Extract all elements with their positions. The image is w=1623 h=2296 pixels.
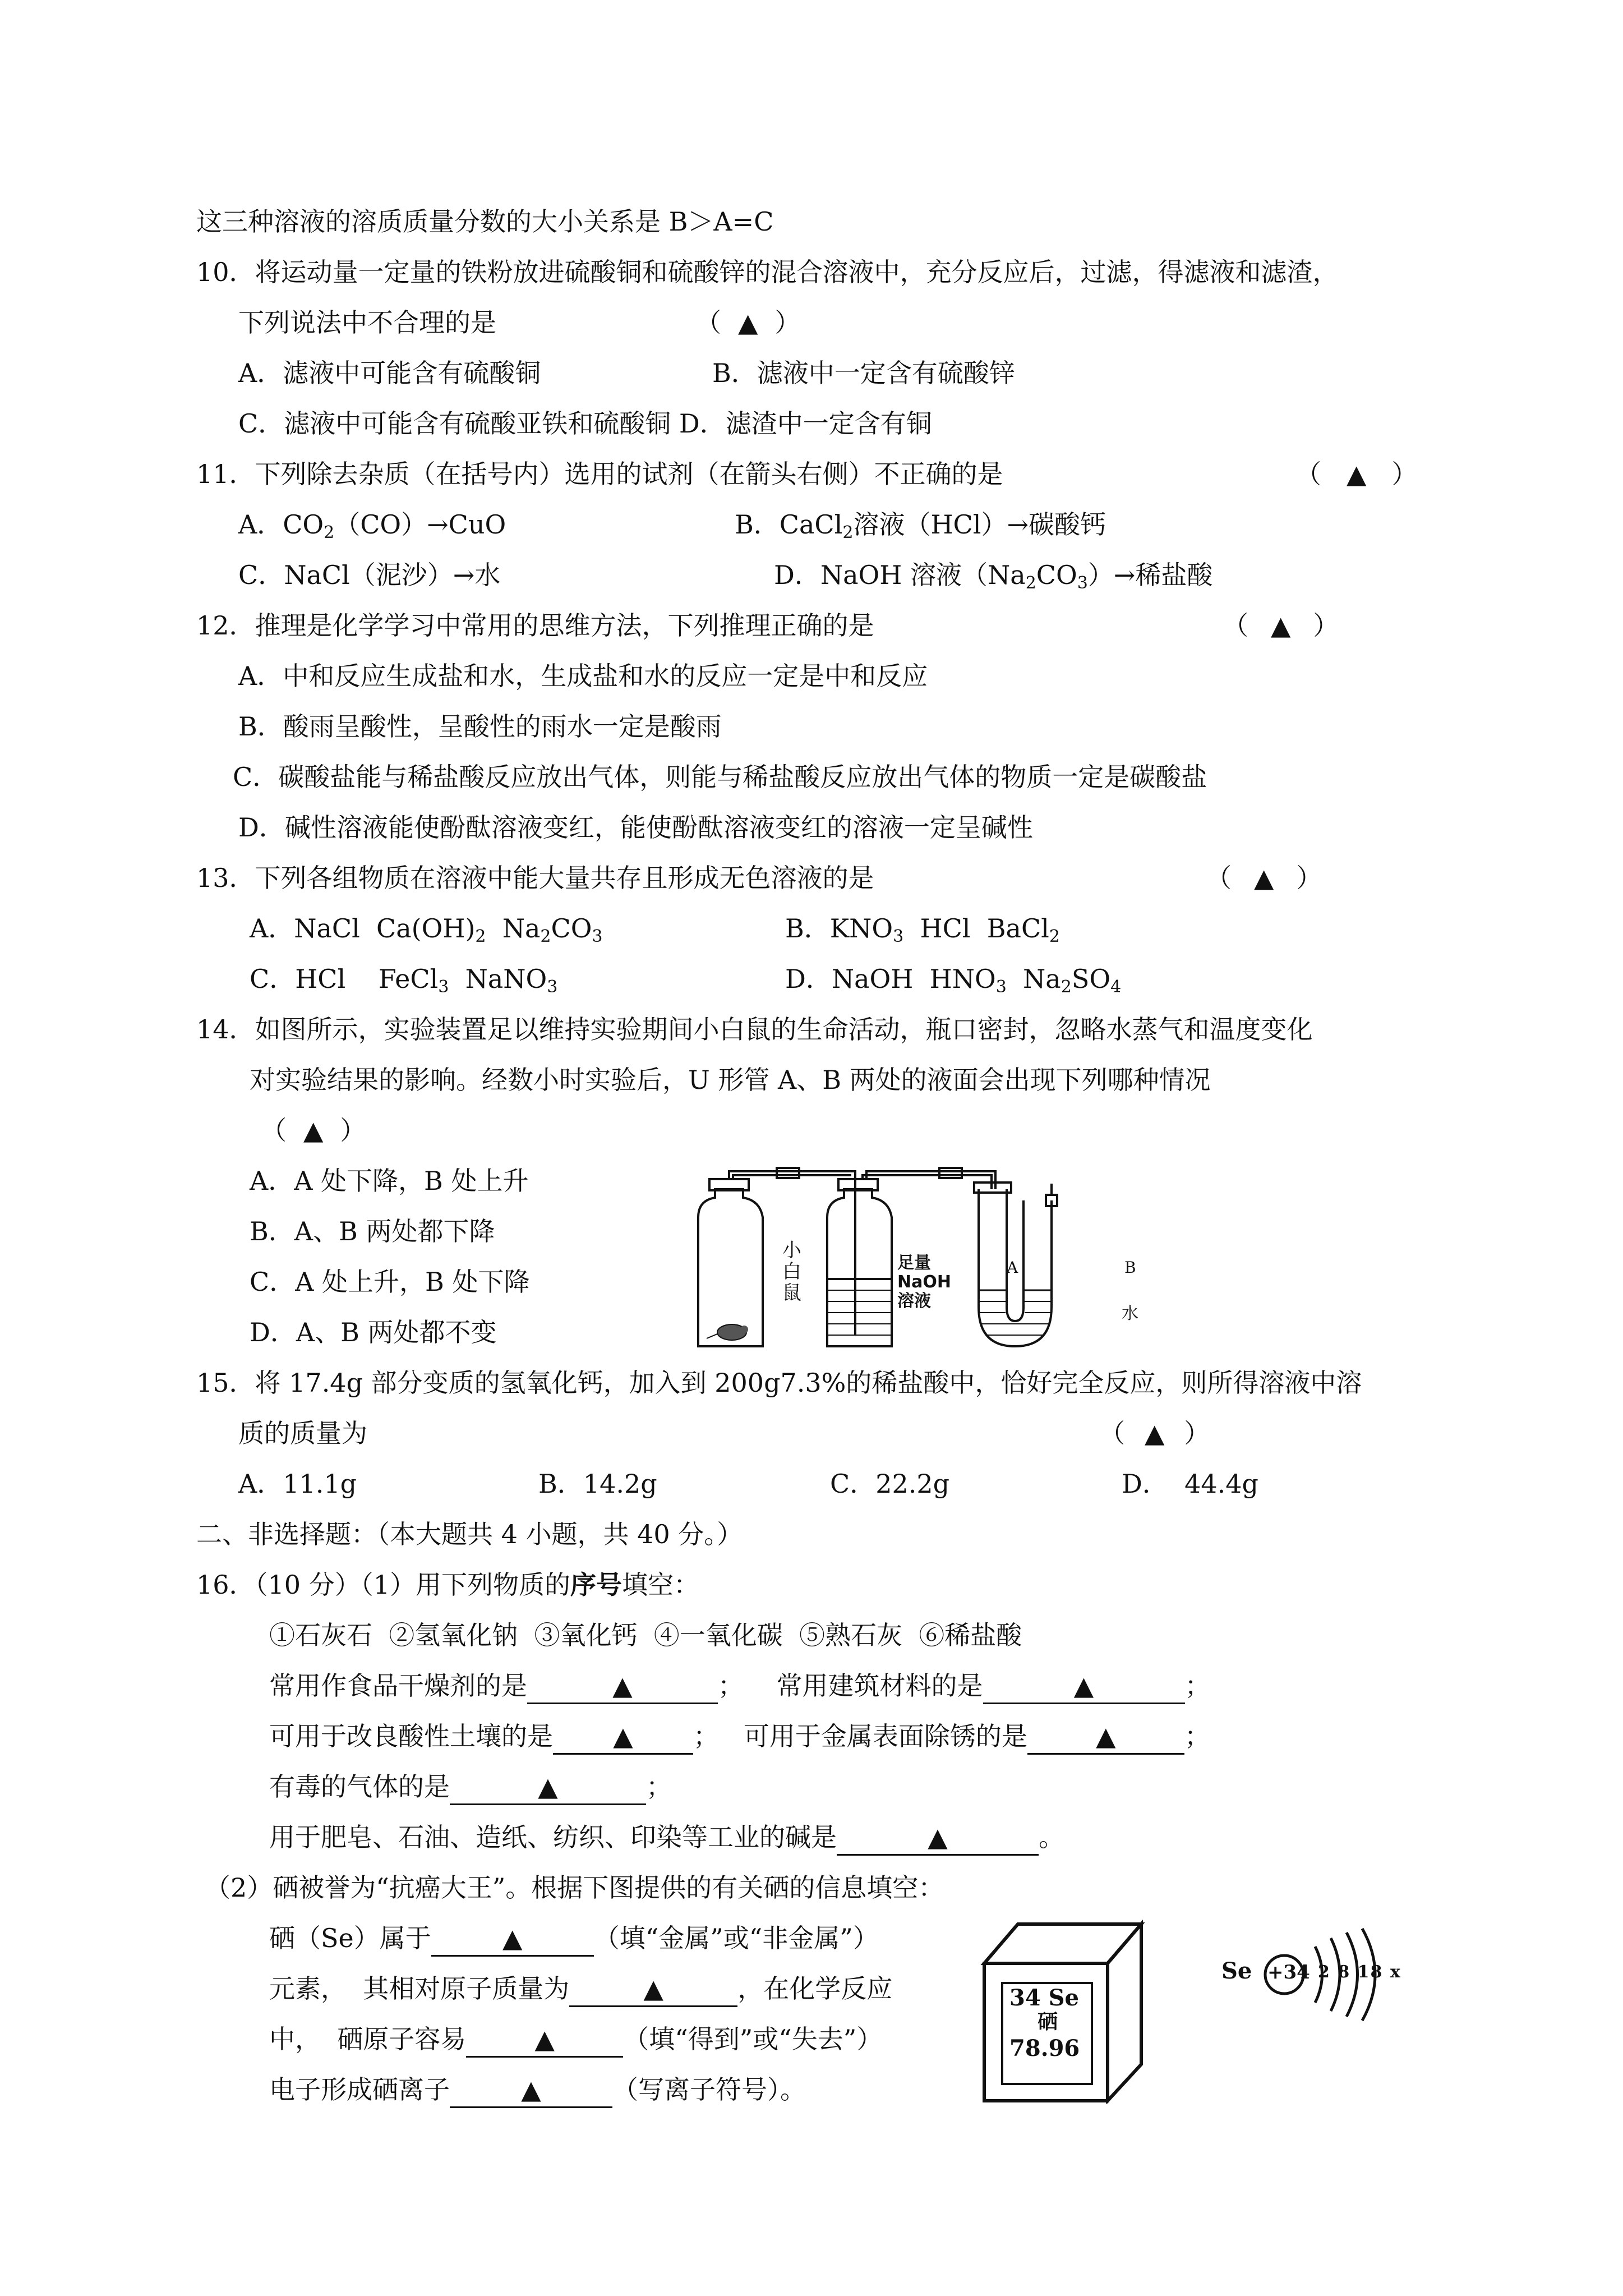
q11d-text: ）→稀盐酸 [1087,560,1213,590]
se-shells: 2 8 18 x [1318,1962,1401,1982]
subscript: 2 [475,927,486,946]
paren-close: ） [1313,610,1339,641]
q16-text: 填空： [621,1570,699,1600]
q13d-text: SO [1071,964,1111,994]
q16-text: 用于肥皂、石油、造纸、纺织、印染等工业的碱是 [269,1822,837,1852]
subscript: 3 [1077,573,1088,593]
question-10-cont [238,306,496,339]
label-mouse-char: 鼠 [782,1282,801,1304]
answer-triangle: ▲ [1254,863,1274,893]
label-water: 水 [1122,1304,1138,1323]
q13b-text: B．KNO [785,913,893,944]
se-atomic-number: 34 [1009,1985,1041,2011]
se-atom-symbol: Se [1221,1958,1252,1984]
answer-blank[interactable]: ▲ [1027,1719,1184,1755]
answer-blank[interactable]: ▲ [837,1820,1039,1856]
option-13a [250,912,603,945]
answer-triangle: ▲ [1347,459,1367,489]
answer-triangle: ▲ [738,307,758,338]
answer-blank[interactable]: ▲ [450,1770,646,1805]
q13c-text: NaNO [449,964,547,994]
answer-paren [1099,1416,1210,1450]
answer-paren [1206,861,1322,895]
option-10c-d: C．滤液中可能含有硫酸亚铁和硫酸铜 D．滤渣中一定含有铜 [238,408,932,439]
subscript: 2 [842,523,854,542]
question-15-cont: 质的质量为 [238,1418,367,1448]
paren-close: ） [774,307,801,338]
answer-paren [1295,457,1417,491]
q16-text: 可用于改良酸性土壤的是 [269,1721,553,1751]
answer-paren [695,306,800,339]
answer-blank[interactable]: ▲ [466,2022,623,2058]
se-text: （填“得到”或“失去”） [623,2024,883,2054]
paren-open: （ [695,307,721,338]
q16-line-4 [269,1820,1064,1856]
label-b: B [1124,1258,1136,1277]
paren-close: ） [1296,863,1322,893]
se-text: 电子形成硒离子 [269,2074,450,2105]
answer-blank[interactable]: ▲ [553,1719,693,1755]
q16-text: 有毒的气体的是 [269,1772,450,1802]
option-11a [238,508,506,541]
label-mouse-char: 小 [782,1239,801,1262]
option-14a: A．A 处下降，B 处上升 [250,1166,529,1196]
se-text: （写离子符号）。 [612,2074,806,2105]
q11a-text: （CO）→CuO [334,509,506,540]
se-text: 硒（Se）属于 [269,1923,431,1953]
subscript: 2 [324,523,335,542]
q10-stem: 下列说法中不合理的是 [238,307,496,338]
se-card-number-symbol [1009,1986,1079,2010]
q16-text: 16．（10 分）（1）用下列物质的 [196,1570,570,1600]
paren-open: （ [1206,863,1232,893]
option-11c: C．NaCl（泥沙）→水 [238,560,501,590]
q16-text: ； [646,1772,672,1802]
subscript: 3 [592,927,603,946]
paren-open: （ [261,1115,287,1145]
option-14b: B．A、B 两处都下降 [250,1216,495,1246]
paren-close: ） [340,1115,366,1145]
option-12d: D．碱性溶液能使酚酞溶液变红，能使酚酞溶液变红的溶液一定呈碱性 [238,812,1033,843]
q11d-text: CO [1036,560,1077,590]
subscript: 4 [1110,977,1122,997]
se-name: 硒 [1038,2010,1058,2033]
q11a-text: A．CO [238,509,324,540]
answer-paren [1223,609,1339,642]
paren-close: ） [1184,1418,1210,1448]
label-mouse-char: 白 [782,1260,801,1283]
q16-text: ； 可用于金属表面除锈的是 [693,1721,1027,1751]
label-naoh-line: 溶液 [897,1291,931,1311]
option-12c: C．碳酸盐能与稀盐酸反应放出气体，则能与稀盐酸反应放出气体的物质一定是碳酸盐 [233,762,1207,792]
subscript: 3 [547,977,558,997]
question-14: 14．如图所示，实验装置足以维持实验期间小白鼠的生命活动，瓶口密封，忽略水蒸气和温度变化 [196,1014,1313,1045]
se-symbol: Se [1048,1985,1079,2011]
se-text: ，在化学反应 [737,1973,893,2004]
label-naoh-line: NaOH [897,1272,951,1292]
question-11: 11．下列除去杂质（在括号内）选用的试剂（在箭头右侧）不正确的是 [196,459,1003,489]
option-11b [735,508,1106,541]
q11b-text: 溶液（HCl）→碳酸钙 [853,509,1106,540]
q13a-text: A．NaCl Ca(OH) [250,913,476,944]
label-a: A [1007,1258,1018,1277]
q16-line-1 [269,1669,1211,1704]
question-13: 13．下列各组物质在溶液中能大量共存且形成无色溶液的是 [196,863,874,893]
q16-text: ； [1184,1671,1211,1701]
question-15: 15．将 17.4g 部分变质的氢氧化钙，加入到 200g7.3%的稀盐酸中，恰好完全反应，则所得溶液中溶 [196,1368,1362,1398]
q16-part-2: （2）硒被誉为“抗癌大王”。根据下图提供的有关硒的信息填空： [205,1872,944,1903]
option-12a: A．中和反应生成盐和水，生成盐和水的反应一定是中和反应 [238,661,928,691]
option-15a: A．11.1g [238,1469,357,1499]
se-line-4 [269,2073,806,2108]
option-11d [774,558,1212,592]
q13a-text: Na [486,913,541,944]
answer-paren [261,1114,366,1147]
question-12: 12．推理是化学学习中常用的思维方法，下列推理正确的是 [196,610,874,641]
option-13d [785,962,1121,996]
option-10a: A．滤液中可能含有硫酸铜 [238,358,541,388]
paren-open: （ [1295,459,1321,489]
option-13b [785,912,1060,945]
answer-blank[interactable]: ▲ [450,2073,612,2108]
option-15d: D． 44.4g [1122,1469,1258,1499]
se-text: （填“金属”或“非金属”） [593,1923,879,1953]
q16-text: 。 [1039,1822,1064,1852]
q16-text: ； [1184,1721,1210,1751]
q16-line-3 [269,1770,672,1805]
question-10: 10．将运动量一定量的铁粉放进硫酸铜和硫酸锌的混合溶液中，充分反应后，过滤，得滤液和滤渣， [196,257,1339,287]
option-14d: D．A、B 两处都不变 [250,1317,497,1347]
label-naoh [897,1254,951,1311]
se-text: 元素， 其相对原子质量为 [269,1973,570,2004]
subscript: 3 [995,977,1007,997]
q13c-text: C．HCl FeCl [250,964,439,994]
q13d-text: D．NaOH HNO [785,964,996,994]
q13b-text: HCl BaCl [903,913,1049,944]
subscript: 3 [893,927,904,946]
subscript: 2 [1061,977,1072,997]
label-naoh-line: 足量 [897,1253,931,1273]
q16-line-2 [269,1719,1210,1755]
q13a-text: CO [551,913,592,944]
answer-triangle: ▲ [1145,1418,1165,1448]
q16-bold: 序号 [570,1570,622,1600]
option-15b: B．14.2g [538,1469,657,1499]
se-line-1 [269,1921,879,1957]
option-14c: C．A 处上升，B 处下降 [250,1267,530,1297]
paren-open: （ [1223,610,1248,641]
paren-open: （ [1099,1418,1125,1448]
subscript: 2 [540,927,551,946]
question-16 [196,1568,699,1602]
label-mouse [782,1240,801,1304]
q16-text: 常用作食品干燥剂的是 [269,1671,527,1701]
option-13c [250,962,557,996]
option-12b: B．酸雨呈酸性，呈酸性的雨水一定是酸雨 [238,711,722,742]
answer-blank[interactable]: ▲ [569,1972,737,2007]
se-line-2 [269,1972,892,2007]
answer-blank[interactable]: ▲ [431,1921,594,1957]
option-10b: B．滤液中一定含有硫酸锌 [712,358,1015,388]
selenium-element-card [979,1918,1147,2104]
answer-triangle: ▲ [1271,610,1291,641]
se-text: 中， 硒原子容易 [269,2024,467,2054]
se-mass: 78.96 [1009,2035,1080,2062]
answer-triangle: ▲ [303,1115,324,1145]
question-14-cont: 对实验结果的影响。经数小时实验后，U 形管 A、B 两处的液面会出现下列哪种情况 [250,1065,1211,1095]
answer-blank[interactable]: ▲ [527,1669,718,1704]
option-15c: C．22.2g [830,1469,950,1499]
section-heading: 二、非选择题：（本大题共 4 小题，共 40 分。） [196,1519,743,1549]
subscript: 2 [1049,927,1060,946]
q13d-text: Na [1006,964,1061,994]
paren-close: ） [1391,459,1418,489]
se-line-3 [269,2022,882,2058]
subscript: 3 [438,977,449,997]
q16-text: ； 常用建筑材料的是 [718,1671,983,1701]
answer-blank[interactable]: ▲ [983,1669,1185,1704]
se-nucleus: +34 [1267,1961,1310,1984]
q11d-text: D．NaOH 溶液（Na [774,560,1026,590]
text-line: 这三种溶液的溶质质量分数的大小关系是 B＞A=C [196,206,774,237]
q11b-text: B．CaCl [735,509,843,540]
substance-list: ①石灰石 ②氢氧化钠 ③氧化钙 ④一氧化碳 ⑤熟石灰 ⑥稀盐酸 [269,1620,1022,1650]
subscript: 2 [1025,573,1036,593]
